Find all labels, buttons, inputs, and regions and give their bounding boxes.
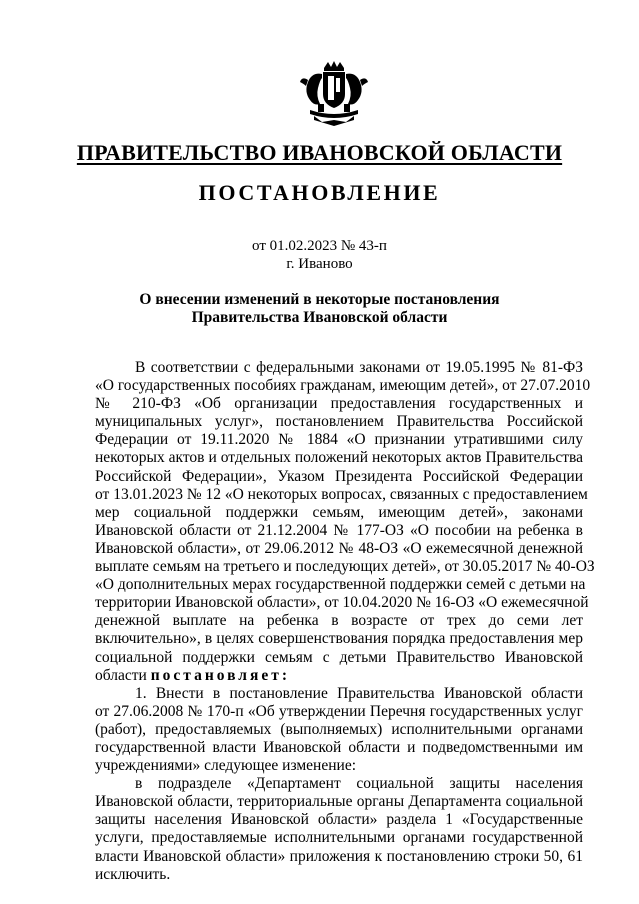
body-line: В соответствии с федеральными законами от 19.05.1995 № 81-ФЗ [135,359,583,376]
body-line: Ивановской области», от 29.06.2012 № 48-ОЗ «О ежемесячной денежной [95,539,583,557]
body-line: включительно», в целях совершенствования порядка предоставления мер [95,630,583,648]
body-line: некоторых актов и отдельных положений некоторых актов Правительства [95,449,583,467]
body-line: Ивановской области от 21.12.2004 № 177-ОЗ «О пособии на ребенка в [95,521,583,539]
body-line: «О дополнительных мерах государственной поддержки семей с детьми на [95,576,586,594]
body-line: «О государственных пособиях гражданам, имеющим детей», от 27.07.2010 [95,377,591,395]
body-line: от 27.06.2008 № 170-п «Об утверждении Перечня государственных услуг [95,702,583,720]
body-line: Ивановской области, территориальные органы Департамента социальной [95,793,583,811]
document-type: ПОСТАНОВЛЕНИЕ [198,180,441,205]
document-body [95,359,595,884]
resolves-keyword: постановляет: [150,666,291,684]
document-city: г. Иваново [286,256,353,272]
body-line: 1. Внести в постановление Правительства Ивановской области [135,684,583,702]
body-line: защиты населения Ивановской области» раздела 1 «Государственные [95,811,583,829]
body-line: денежной выплате на ребенка в возрасте от трех до семи лет [95,612,583,630]
body-line: № 210-ФЗ «Об организации предоставления государственных и [95,395,583,413]
body-line: Российской Федерации», Указом Президента Российской Федерации [95,467,583,485]
body-line: выплате семьям на третьего и последующих детей», от 30.05.2017 № 40-ОЗ [95,558,595,576]
body-line-resolves [95,667,583,685]
body-line: власти Ивановской области» приложения к постановлению строки 50, 61 [95,847,583,865]
body-line: государственной власти Ивановской области и подведомственными им [95,738,583,756]
subject-line-1: О внесении изменений в некоторые постановления [139,291,500,308]
government-title-text: ПРАВИТЕЛЬСТВО ИВАНОВСКОЙ ОБЛАСТИ [76,140,563,165]
government-title [0,140,639,166]
body-line: Федерации от 19.11.2020 № 1884 «О признании утратившими силу [95,431,583,449]
body-line-text: области [95,666,147,684]
body-line: мер социальной поддержки семьям, имеющим детей», законами [95,503,583,521]
body-line: услуги, предоставляемые исполнительными органами государственной [95,829,583,847]
body-line: территории Ивановской области», от 10.04.2020 № 16-ОЗ «О ежемесячной [95,594,589,612]
body-line: в подразделе «Департамент социальной защиты населения [135,775,583,793]
ivanovo-coat-of-arms-icon [298,60,370,126]
document-date-number: от 01.02.2023 № 43-п [252,238,387,254]
body-line: муниципальных услуг», постановлением Правительства Российской [95,413,583,431]
body-line: социальной поддержки семьям с детьми Правительство Ивановской [95,648,583,666]
body-line: исключить. [95,865,171,883]
body-line: учреждениями» следующее изменение: [95,757,357,775]
body-line: (работ), предоставляемых (выполняемых) исполнительными органами [95,720,583,738]
body-line: от 13.01.2023 № 12 «О некоторых вопросах, связанных с предоставлением [95,485,588,503]
subject-line-2: Правительства Ивановской области [191,309,448,326]
